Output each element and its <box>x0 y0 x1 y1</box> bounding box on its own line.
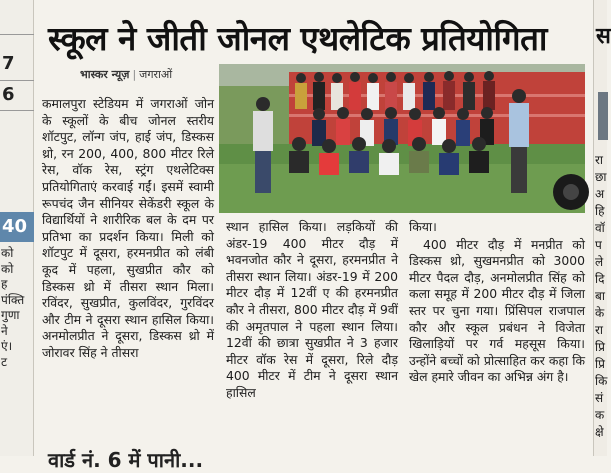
article-column-2: स्थान हासिल किया। लड़कियों की अंडर-19 400 मीटर दौड़ में भवनजोत कौर ने दूसरा, हरमनप्रीत ने तीसरा स्थान लिया। अंडर-19 में 200 मीटर दौड़ में 12वीं ए की हरमनप्रीत कौर ने तीसरा, 800 मीटर दौड़ में 9वीं की अमृतपाल ने पहला स्थान लिया। 12वीं की छात्रा सुखप्रीत ने 3 हजार मीटर वॉक रेस में दूसरा, रिले दौड़ 400 मीटर में टीम ने दूसरा स्थान हासिल <box>226 219 398 400</box>
next-article-headline-fragment: वार्ड नं. 6 में पानी... <box>48 448 204 472</box>
byline <box>80 67 172 82</box>
right-neighbor-column <box>593 0 611 456</box>
article-column-1: कमालपुरा स्टेडियम में जगराओं जोन के स्कूलों के बीच जोनल स्तरीय शॉटपुट, लॉन्ग जंप, हाई जंप, डिस्कस थ्रो, रन 200, 400, 800 मीटर रिले रेस, वॉक रेस, स्ट्रंग एथलेटिक्स प्रतियोगिताएं करवाई गईं। इसमें स्वामी रूपचंद जैन सीनियर सेकेंडरी स्कूल के विद्यार्थियों ने शारीरिक बल के दम पर प्रतिभा का प्रदर्शन किया। मिली को शॉटपुट में दूसरा, हरमनप्रीत को लंबी कूद में पहला, सुखप्रीत कौर को डिस्कस थ्रो में तीसरा स्थान मिला। रविंदर, सुखप्रीत, कुलविंदर, गुरविंदर और टीम ने दूसरा स्थान हासिल किया। अनमोलप्रीत ने दूसरा, डिस्कस थ्रो में जोरावर सिंह ने तीसरा <box>42 96 214 360</box>
right-headline-fragment: स <box>596 24 611 49</box>
divider <box>0 80 34 81</box>
left-neighbor-column <box>0 0 34 456</box>
article-headline: स्कूल ने जीती जोनल एथलेटिक प्रतियोगिता <box>48 19 547 58</box>
team-photo <box>219 64 585 213</box>
column-3-paragraph-2: 400 मीटर दौड़ में मनप्रीत को डिस्कस थ्रो, सुखमनप्रीत को 3000 मीटर पैदल दौड़, अनमोलप्रीत सिंह को कला समूह में 200 मीटर दौड़ में जिला स्तर पर चुना गया। प्रिंसिपल राजपाल कौर और स्कूल प्रबंधन ने विजेता खिलाड़ियों पर गर्व महसूस किया। उन्होंने बच्चों को प्रोत्साहित कर कहा कि खेल हमारे जीवन का अभिन्न अंग है। <box>409 236 585 385</box>
right-photo <box>598 92 608 140</box>
article-column-3 <box>409 219 585 386</box>
byline-location: जगराओं <box>139 68 173 81</box>
byline-source: भास्कर न्यूज़ <box>80 68 130 81</box>
left-fragment-text: को को ह पंक्ति गुणा ने एं। ट <box>1 246 25 369</box>
team-photo-illustration <box>219 64 585 213</box>
left-blue-box: 40 <box>0 212 34 242</box>
right-fragment-text: रा छा अ हि वॉ प ले दि बा के रा प्रि प्रि कि सं क क्षे <box>595 153 608 439</box>
byline-separator: | <box>132 68 137 81</box>
left-number-1: 7 <box>2 53 15 74</box>
divider <box>0 34 34 35</box>
left-number-2: 6 <box>2 84 15 105</box>
column-3-paragraph-1: किया। <box>409 219 437 234</box>
divider <box>0 110 34 111</box>
